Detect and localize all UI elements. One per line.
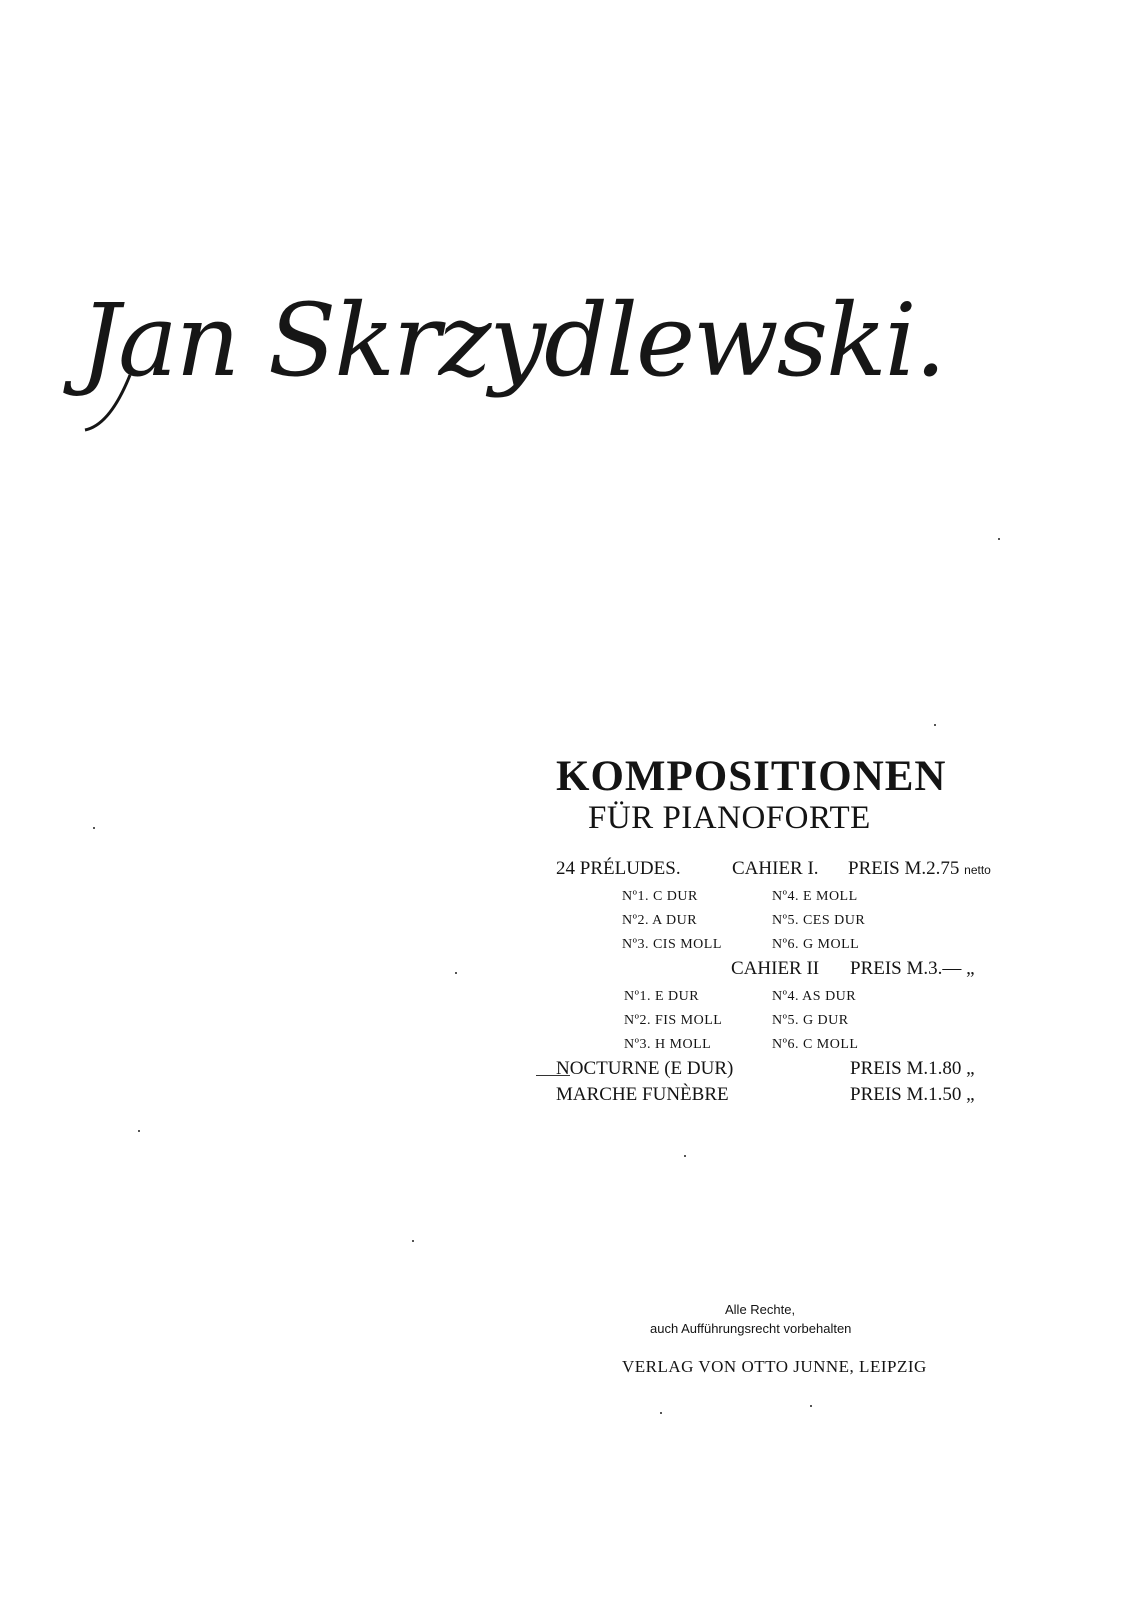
cahier2-item: Nº3. H MOLL [624, 1037, 712, 1052]
cahier1-item: Nº4. E MOLL [772, 889, 858, 904]
cahier1-label: CAHIER I. [732, 858, 819, 879]
cahier1-item: Nº1. C DUR [622, 889, 698, 904]
scan-speck [660, 1412, 662, 1414]
cahier1-item: Nº2. A DUR [622, 913, 698, 928]
scan-speck [412, 1240, 414, 1242]
cahier2-item: Nº1. E DUR [624, 989, 700, 1004]
preludes-heading: 24 PRÉLUDES. [556, 858, 681, 879]
rights-line-2: auch Aufführungsrecht vorbehalten [650, 1321, 852, 1336]
marche-price: PREIS M.1.50 „ [850, 1084, 975, 1105]
cahier1-item: Nº5. CES DUR [772, 913, 866, 928]
scan-speck [998, 538, 1000, 540]
scan-speck [684, 1155, 686, 1157]
page-subtitle: FÜR PIANOFORTE [588, 800, 871, 836]
signature-text: Jan Skrzydlewski. [80, 282, 945, 399]
scan-speck [810, 1405, 812, 1407]
cahier1-item: Nº6. G MOLL [772, 937, 860, 952]
marche-label: MARCHE FUNÈBRE [556, 1084, 729, 1105]
cahier2-item: Nº4. AS DUR [772, 989, 857, 1004]
publisher-line: VERLAG VON OTTO JUNNE, LEIPZIG [622, 1357, 927, 1376]
scan-speck [93, 827, 95, 829]
cahier2-item: Nº6. C MOLL [772, 1037, 859, 1052]
cahier1-item: Nº3. CIS MOLL [622, 937, 722, 952]
scan-speck [455, 972, 457, 974]
cahier1-price-value: PREIS M.2.75 [848, 858, 960, 879]
cahier2-label: CAHIER II [731, 958, 820, 979]
cahier2-price: PREIS M.3.— „ [850, 958, 975, 979]
composer-signature [70, 255, 945, 445]
scan-speck [934, 724, 936, 726]
nocturne-label: NOCTURNE (E DUR) [556, 1058, 734, 1079]
cahier2-item: Nº5. G DUR [772, 1013, 849, 1028]
cahier1-price [848, 858, 991, 880]
cahier1-netto: netto [964, 863, 991, 877]
page-title: KOMPOSITIONEN [556, 753, 947, 800]
scan-speck [138, 1130, 140, 1132]
cahier2-item: Nº2. FIS MOLL [624, 1013, 723, 1028]
nocturne-price: PREIS M.1.80 „ [850, 1058, 975, 1079]
rights-line-1: Alle Rechte, [725, 1302, 796, 1317]
